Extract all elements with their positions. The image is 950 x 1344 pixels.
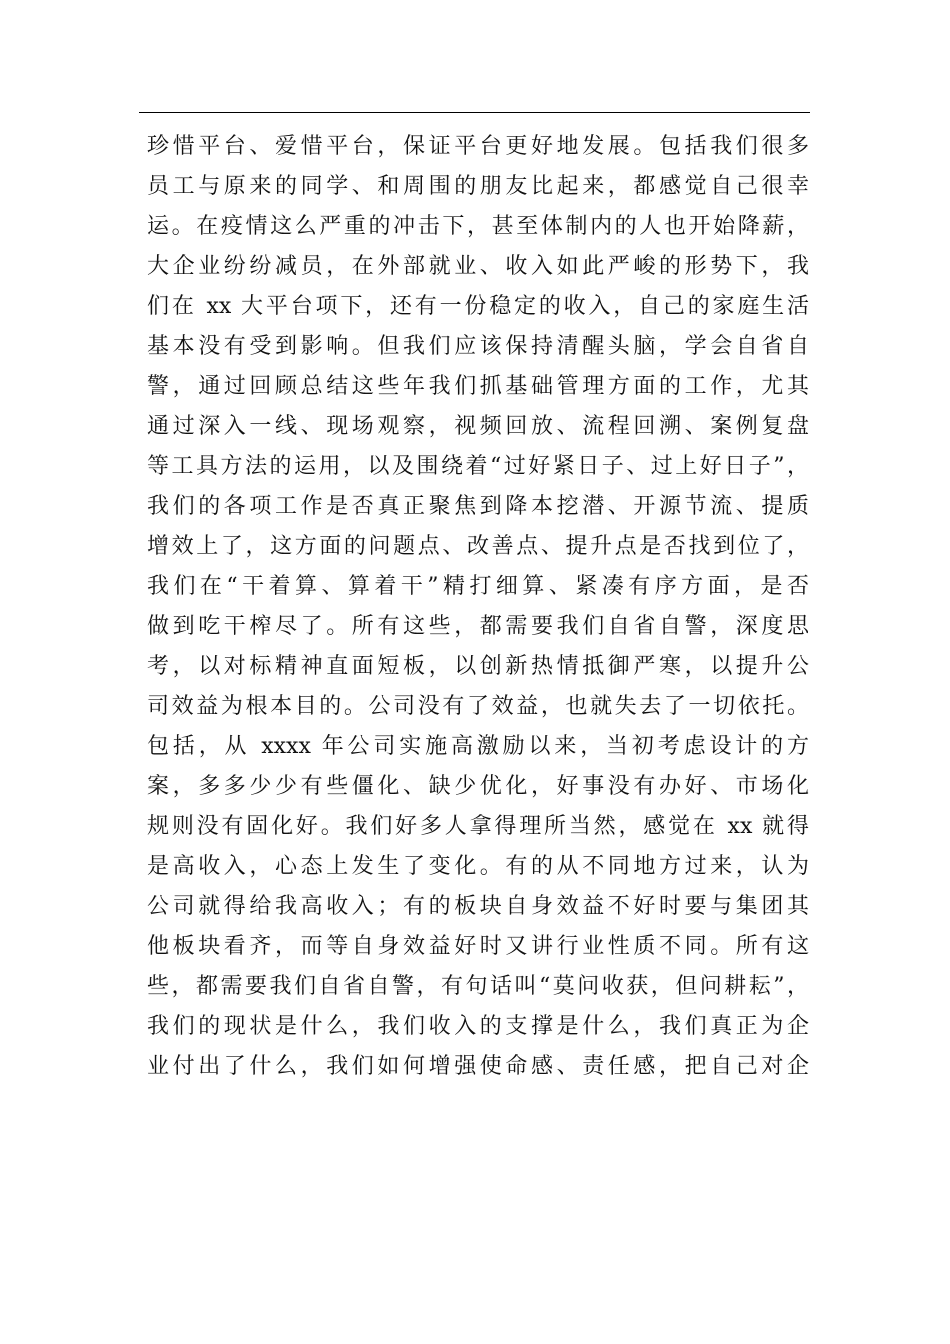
text-line: 做到吃干榨尽了。所有这些，都需要我们自省自警，深度思 xyxy=(147,614,809,639)
text-line: 司效益为根本目的。公司没有了效益，也就失去了一切依托。 xyxy=(147,694,809,719)
text-line: 增效上了，这方面的问题点、改善点、提升点是否找到位了， xyxy=(147,534,809,559)
text-line: 通过深入一线、现场观察，视频回放、流程回溯、案例复盘 xyxy=(147,414,809,439)
text-line: 运。在疫情这么严重的冲击下，甚至体制内的人也开始降薪， xyxy=(147,214,809,239)
text-line: 公司就得给我高收入；有的板块自身效益不好时要与集团其 xyxy=(147,894,809,919)
text-line: 们在 xx 大平台项下，还有一份稳定的收入，自己的家庭生活 xyxy=(147,294,809,319)
text-line: 他板块看齐，而等自身效益好时又讲行业性质不同。所有这 xyxy=(147,934,809,959)
body-paragraph xyxy=(147,127,809,1087)
text-line: 我们的现状是什么，我们收入的支撑是什么，我们真正为企 xyxy=(147,1014,809,1039)
text-line: 案，多多少少有些僵化、缺少优化，好事没有办好、市场化 xyxy=(147,774,809,799)
text-line: 我们的各项工作是否真正聚焦到降本挖潜、开源节流、提质 xyxy=(147,494,809,519)
text-line: 包括，从 xxxx 年公司实施高激励以来，当初考虑设计的方 xyxy=(147,734,809,759)
text-line: 我们在“干着算、算着干”精打细算、紧凑有序方面，是否 xyxy=(147,574,809,599)
text-line: 业付出了什么，我们如何增强使命感、责任感，把自己对企 xyxy=(147,1054,809,1079)
text-line: 珍惜平台、爱惜平台，保证平台更好地发展。包括我们很多 xyxy=(147,134,809,159)
text-line: 考，以对标精神直面短板，以创新热情抵御严寒，以提升公 xyxy=(147,654,809,679)
header-rule xyxy=(139,112,810,113)
text-line: 大企业纷纷减员，在外部就业、收入如此严峻的形势下，我 xyxy=(147,254,809,279)
text-line: 员工与原来的同学、和周围的朋友比起来，都感觉自己很幸 xyxy=(147,174,809,199)
text-line: 基本没有受到影响。但我们应该保持清醒头脑，学会自省自 xyxy=(147,334,809,359)
text-line: 是高收入，心态上发生了变化。有的从不同地方过来，认为 xyxy=(147,854,809,879)
text-line: 等工具方法的运用，以及围绕着“过好紧日子、过上好日子”， xyxy=(147,454,809,479)
text-line: 些，都需要我们自省自警，有句话叫“莫问收获，但问耕耘”， xyxy=(147,974,809,999)
text-line: 警，通过回顾总结这些年我们抓基础管理方面的工作，尤其 xyxy=(147,374,809,399)
text-line: 规则没有固化好。我们好多人拿得理所当然，感觉在 xx 就得 xyxy=(147,814,809,839)
